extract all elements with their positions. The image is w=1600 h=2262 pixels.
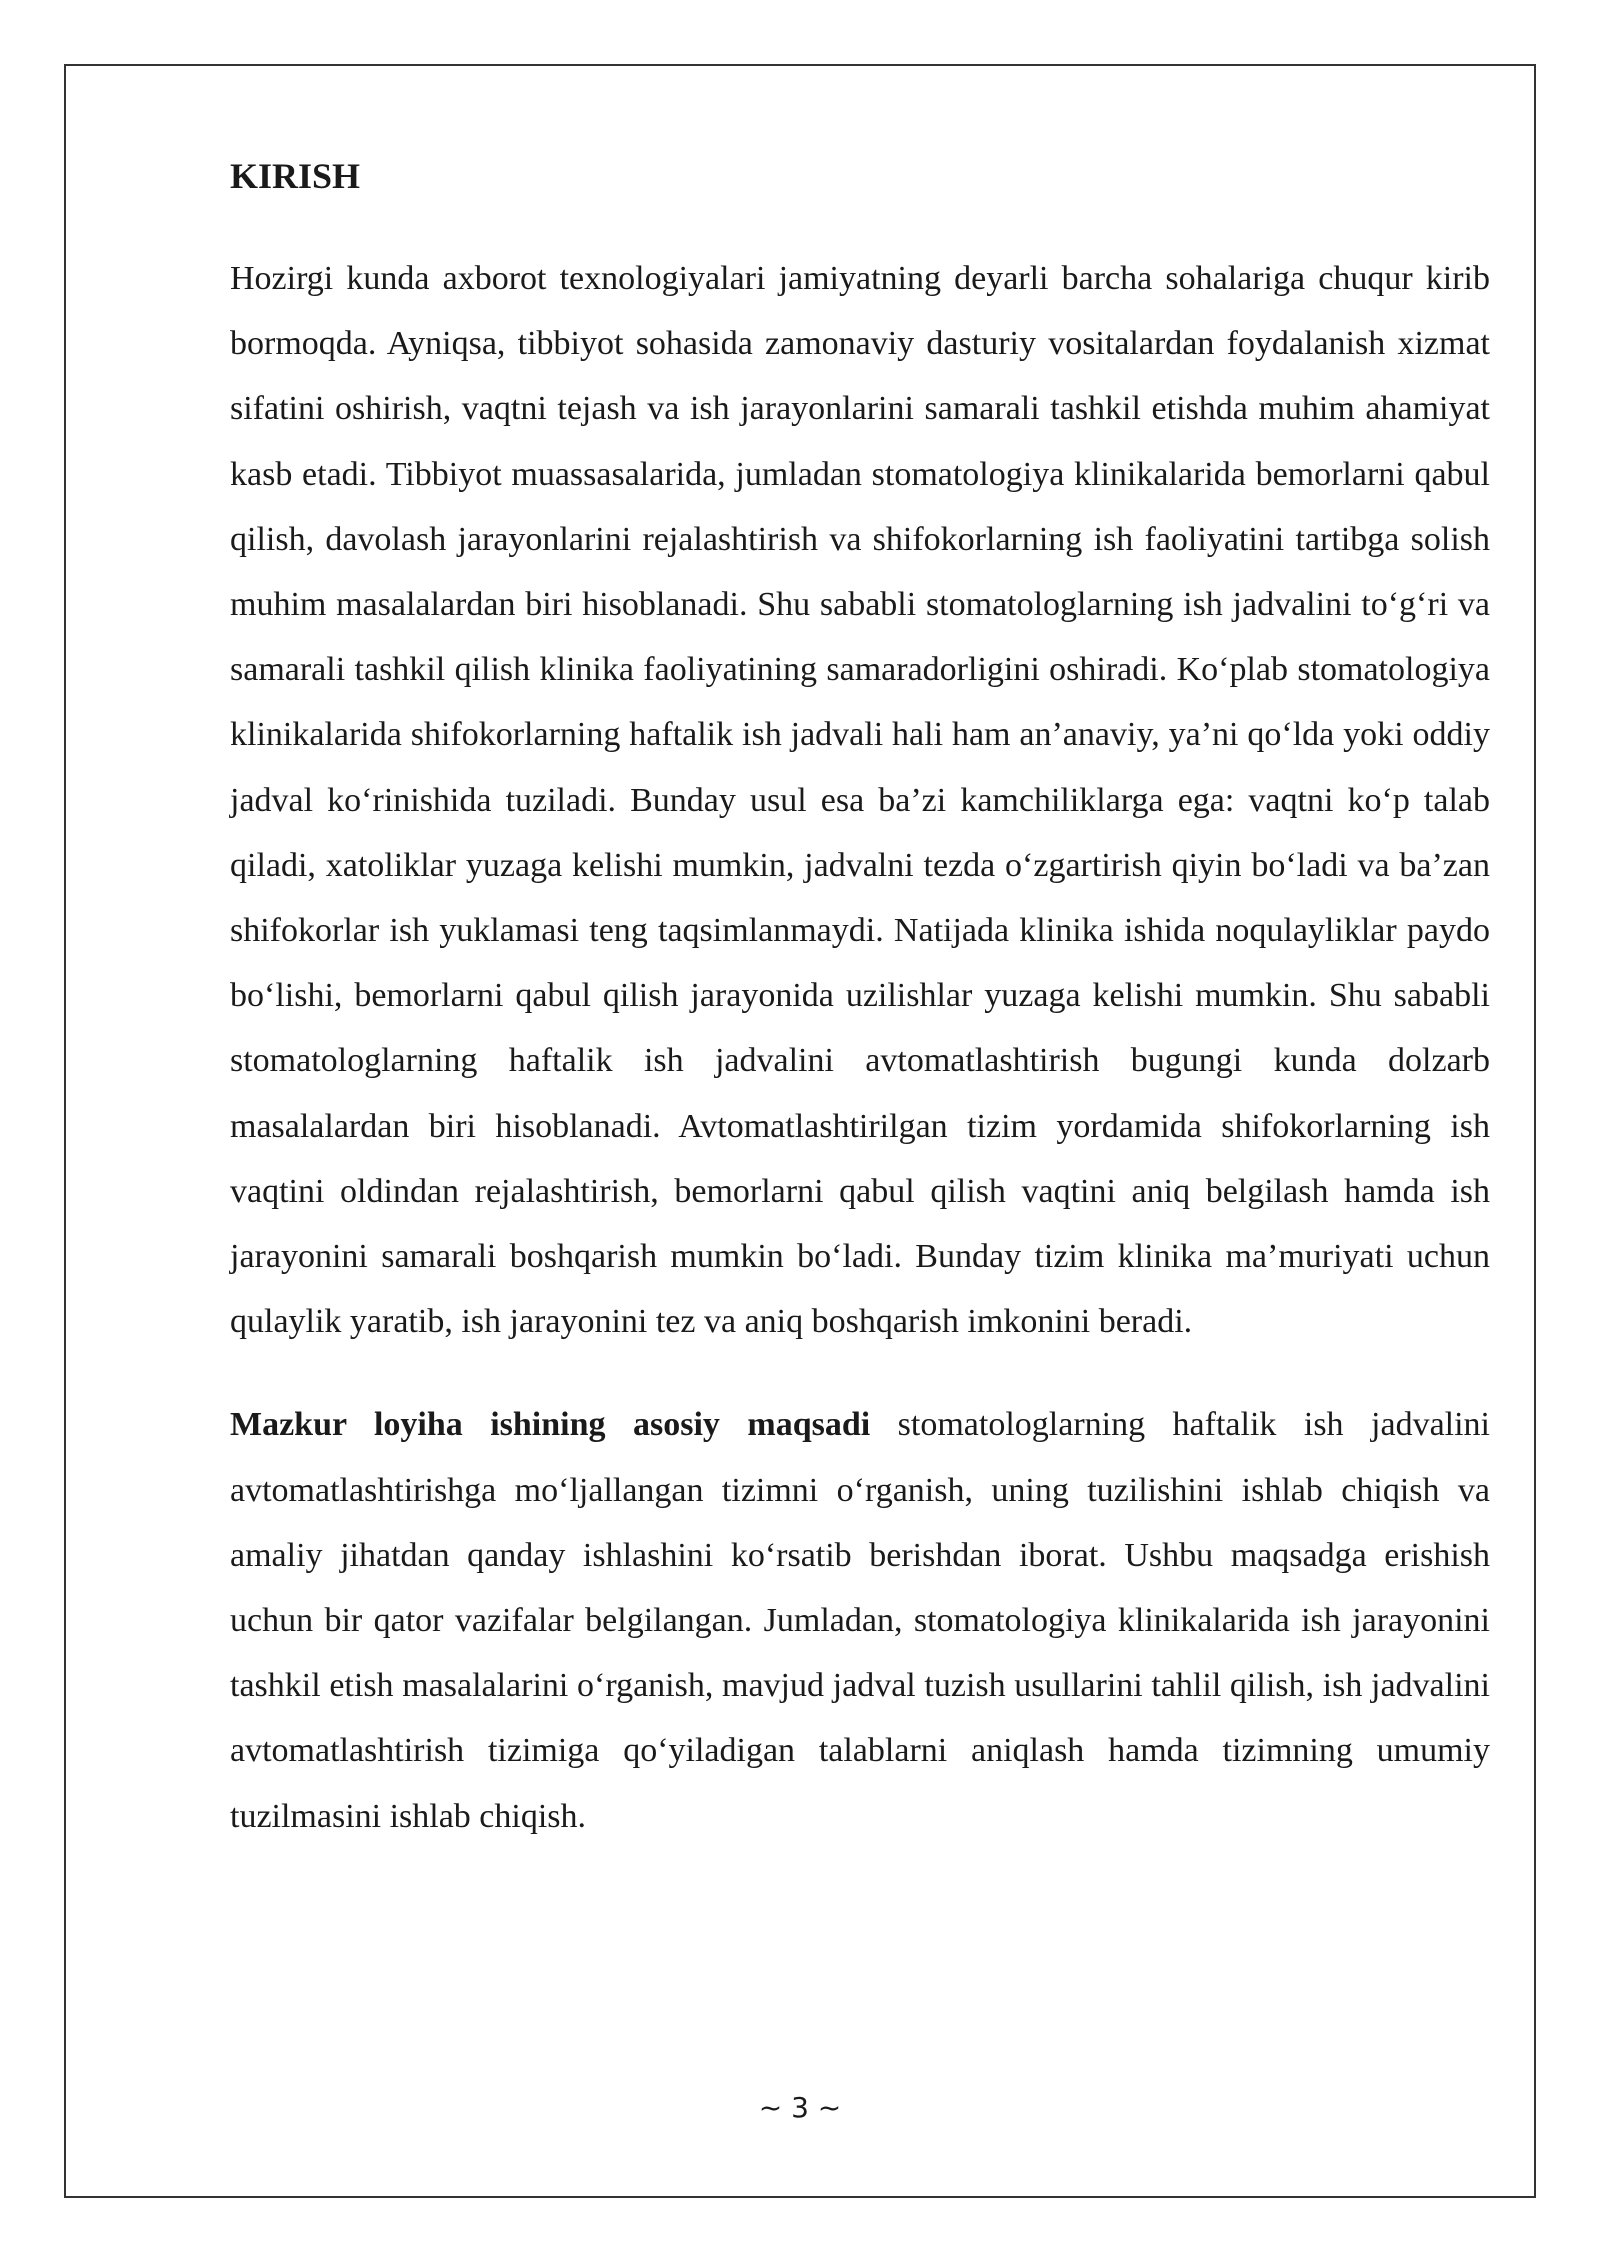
document-body [230,148,1490,1849]
goal-lead-text: Mazkur loyiha ishining asosiy maqsadi [230,1406,871,1444]
goal-paragraph [230,1392,1490,1848]
goal-body-text: stomatologlarning haftalik ish jadvalini avtomatlashtirishga mo‘ljallangan tizimni o‘rganish, uning tuzilishini ishlab chiqish va amaliy jihatdan qanday ishlashini ko‘rsatib berishdan iborat. Ushbu maqsadga erishish uchun bir qator vazifalar belgilangan. Jumladan, stomatologiya klinikalarida ish jarayonini tashkil etish masalalarini o‘rganish, mavjud jadval tuzish usullarini tahlil qilish, ish jadvalini avtomatlashtirish tizimiga qo‘yiladigan talablarni aniqlash hamda tizimning umumiy tuzilmasini ishlab chiqish. [230,1406,1490,1835]
section-heading: KIRISH [230,156,361,196]
intro-paragraph: Hozirgi kunda axborot texnologiyalari jamiyatning deyarli barcha sohalariga chuqur kirib bormoqda. Ayniqsa, tibbiyot sohasida zamonaviy dasturiy vositalardan foydalanish xizmat sifatini oshirish, vaqtni tejash va ish jarayonlarini samarali tashkil etishda muhim ahamiyat kasb etadi. Tibbiyot muassasalarida, jumladan stomatologiya klinikalarida bemorlarni qabul qilish, davolash jarayonlarini rejalashtirish va shifokorlarning ish faoliyatini tartibga solish muhim masalalardan biri hisoblanadi. Shu sababli stomatologlarning ish jadvalini to‘g‘ri va samarali tashkil qilish klinika faoliyatining samaradorligini oshiradi. Ko‘plab stomatologiya klinikalarida shifokorlarning haftalik ish jadvali hali ham an’anaviy, ya’ni qo‘lda yoki oddiy jadval ko‘rinishida tuziladi. Bunday usul esa ba’zi kamchiliklarga ega: vaqtni ko‘p talab qiladi, xatoliklar yuzaga kelishi mumkin, jadvalni tezda o‘zgartirish qiyin bo‘ladi va ba’zan shifokorlar ish yuklamasi teng taqsimlanmaydi. Natijada klinika ishida noqulayliklar paydo bo‘lishi, bemorlarni qabul qilish jarayonida uzilishlar yuzaga kelishi mumkin. Shu sababli stomatologlarning haftalik ish jadvalini avtomatlashtirish bugungi kunda dolzarb masalalardan biri hisoblanadi. Avtomatlashtirilgan tizim yordamida shifokorlarning ish vaqtini oldindan rejalashtirish, bemorlarni qabul qilish vaqtini aniq belgilash hamda ish jarayonini samarali boshqarish mumkin bo‘ladi. Bunday tizim klinika ma’muriyati uchun qulaylik yaratib, ish jarayonini tez va aniq boshqarish imkonini beradi. [230,260,1490,1341]
page-number: ~ 3 ~ [758,2091,842,2124]
